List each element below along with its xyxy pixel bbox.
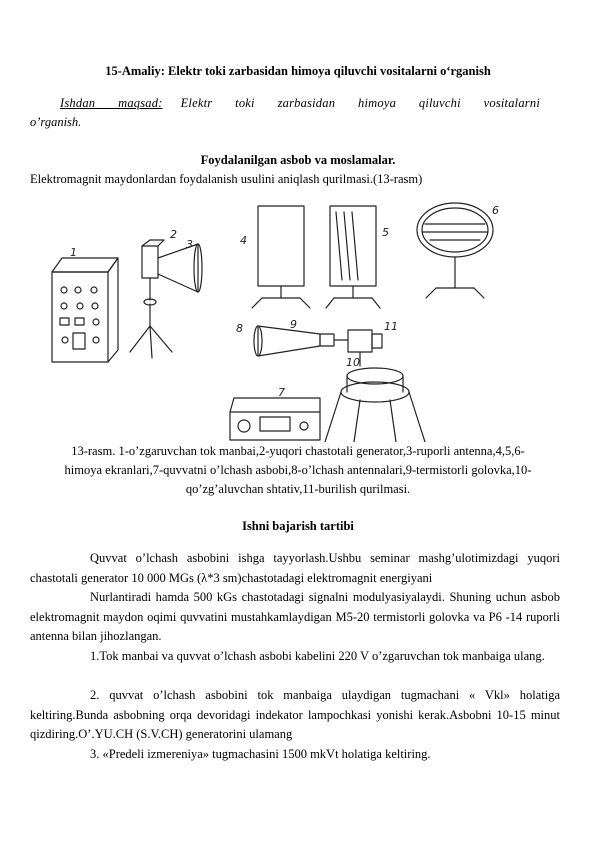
tools-description: Elektromagnit maydonlardan foydalanish usulini aniqlash qurilmasi.(13-rasm) bbox=[30, 172, 423, 186]
figure-label-10: 10 bbox=[346, 356, 360, 369]
paragraph-5-text: 3. «Predeli izmereniya» tugmachasini 1500 mkVt holatiga keltiring. bbox=[90, 747, 431, 761]
screen-5-drawing bbox=[326, 206, 380, 308]
goal-text-continuation: o’rganish. bbox=[30, 115, 82, 129]
goal-label: Ishdan maqsad: bbox=[60, 96, 163, 110]
power-meter-drawing bbox=[230, 398, 320, 440]
paragraph-1-text: Quvvat o’lchash asbobini ishga tayyorlash.Ushbu seminar mashg’ulotimizdagi yuqori chastotali generator 10 000 MGs (λ*3 sm)chastotadagi elektromagnit energiyani bbox=[30, 551, 560, 585]
goal-text: Elektr toki zarbasidan himoya qiluvchi vositalarni bbox=[180, 96, 540, 110]
paragraph-3 bbox=[30, 647, 560, 667]
figure-label-2: 2 bbox=[170, 228, 177, 241]
paragraph-2-text: Nurlantiradi hamda 500 kGs chastotadagi signalni modulyasiyalaydi. Shuning uchun asbob elektromagnit maydon oqimi quvvatini mustahkamlaydigan M5-20 termistorli golovka va P6 -14 ruporli antenna bilan jihozlangan. bbox=[30, 590, 560, 643]
figure-label-9: 9 bbox=[290, 318, 297, 331]
paragraph-4 bbox=[30, 686, 560, 745]
paragraph-2 bbox=[30, 588, 560, 647]
measuring-antenna-drawing bbox=[254, 326, 382, 366]
figure-label-3: 3 bbox=[186, 238, 193, 251]
generator-horn-tripod-drawing bbox=[130, 240, 202, 358]
screen-4-drawing bbox=[252, 206, 310, 308]
tools-heading: Foydalanilgan asbob va moslamalar. bbox=[200, 153, 396, 167]
movable-stand-drawing bbox=[325, 368, 425, 442]
figure-label-6: 6 bbox=[492, 204, 499, 217]
figure-label-4: 4 bbox=[240, 234, 247, 247]
procedure-heading: Ishni bajarish tartibi bbox=[242, 519, 354, 533]
figure-label-7: 7 bbox=[278, 386, 285, 399]
figure-label-11: 11 bbox=[384, 320, 398, 333]
paragraph-1 bbox=[30, 549, 560, 588]
paragraph-3-text: 1.Tok manbai va quvvat o’lchash asbobi kabelini 220 V o’zgaruvchan tok manbaiga ulang. bbox=[90, 649, 545, 663]
power-source-drawing bbox=[52, 258, 118, 362]
paragraph-5 bbox=[30, 745, 560, 765]
screen-6-drawing bbox=[417, 203, 493, 298]
figure-label-1: 1 bbox=[70, 246, 77, 259]
figure-caption: 13-rasm. 1-o’zgaruvchan tok manbai,2-yuqori chastotali generator,3-ruporli antenna,4,5,6-himoya ekranlari,7-quvvatni o’lchash asbobi,8-o’lchash antennalari,9-termistorli golovka,10-qo’zg’aluvchan shtativ,11-burilish qurilmasi. bbox=[64, 444, 532, 496]
figure-label-8: 8 bbox=[236, 322, 243, 335]
page-title: 15-Amaliy: Elektr toki zarbasidan himoya qiluvchi vositalarni o‘rganish bbox=[105, 64, 491, 78]
paragraph-4-text: 2. quvvat o’lchash asbobini tok manbaiga ulaydigan tugmachani « Vkl» holatiga keltiring.Bunda asbobning orqa devoridagi indekator lampochkasi yonishi kerak.Asbobni 10-15 minut qizdiring.O’.YU.CH (S.V.CH) generatorini ulamang bbox=[30, 688, 560, 741]
figure-label-5: 5 bbox=[382, 226, 389, 239]
